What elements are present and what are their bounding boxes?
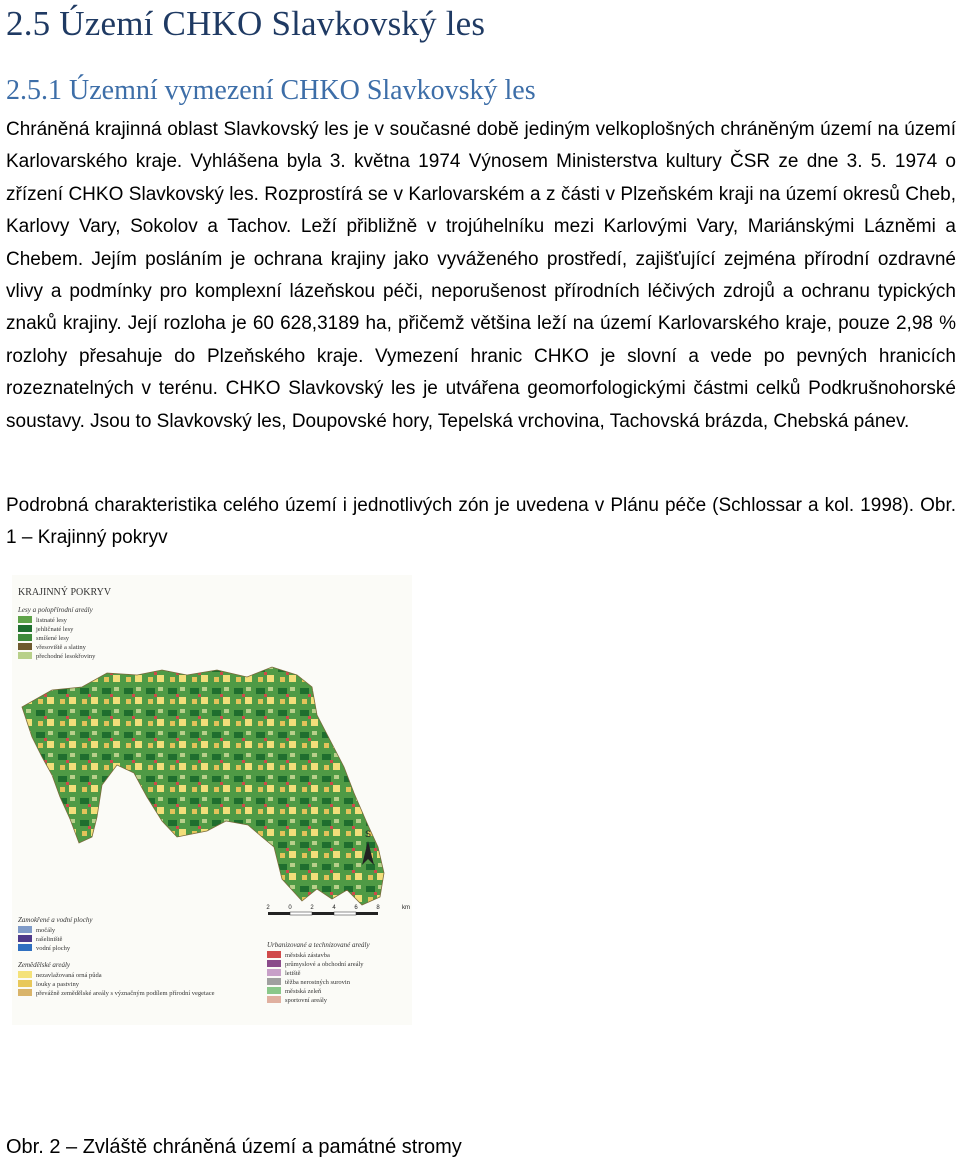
legend-label: průmyslové a obchodní areály xyxy=(285,961,364,968)
land-cover-map xyxy=(12,575,412,1025)
legend-label: těžba nerostných surovin xyxy=(285,979,350,986)
scale-tick-label: 2 xyxy=(266,905,270,911)
north-label: S xyxy=(364,829,372,839)
legend-swatch xyxy=(18,643,32,650)
legend-label: vřesoviště a slatiny xyxy=(36,644,86,651)
legend-swatch xyxy=(18,616,32,623)
protected-area-shape xyxy=(22,667,384,905)
legend-label: smíšené lesy xyxy=(36,635,70,642)
scale-tick-label: 2 xyxy=(310,905,314,911)
legend-swatch xyxy=(267,951,281,958)
scale-tick-label: 0 xyxy=(288,905,292,911)
legend-label: rašeliniště xyxy=(36,936,63,943)
figure-caption: Obr. 2 – Zvláště chráněná území a památné stromy xyxy=(6,1136,462,1158)
legend-swatch xyxy=(18,989,32,996)
legend-swatch xyxy=(267,978,281,985)
legend-wetland-heading: Zamokřené a vodní plochy xyxy=(18,916,93,924)
legend-swatch xyxy=(18,625,32,632)
legend-swatch xyxy=(267,960,281,967)
scale-unit: km xyxy=(402,905,410,911)
legend-label: listnaté lesy xyxy=(36,617,67,624)
land-cover-map-figure xyxy=(12,575,412,1025)
legend-swatch xyxy=(267,987,281,994)
scale-bar xyxy=(268,912,378,915)
legend-swatch xyxy=(267,996,281,1003)
legend-label: městská zeleň xyxy=(285,988,322,995)
legend-label: převážně zemědělské areály s význačným podílem přírodní vegetace xyxy=(36,990,215,997)
legend-label: vodní plochy xyxy=(36,945,71,952)
legend-swatch xyxy=(18,652,32,659)
legend-swatch xyxy=(18,926,32,933)
legend-urban-heading: Urbanizované a technizované areály xyxy=(267,941,370,949)
legend-swatch xyxy=(18,971,32,978)
scale-tick-label: 6 xyxy=(354,905,358,911)
legend-swatch xyxy=(18,980,32,987)
legend-label: močály xyxy=(36,927,56,934)
legend-swatch xyxy=(267,969,281,976)
map-title: KRAJINNÝ POKRYV xyxy=(18,587,112,598)
legend-swatch xyxy=(18,935,32,942)
legend-label: letiště xyxy=(285,970,301,977)
legend-agri-heading: Zemědělské areály xyxy=(18,961,71,969)
legend-forest-heading: Lesy a polopřírodní areály xyxy=(18,606,93,614)
section-heading: 2.5 Území CHKO Slavkovský les xyxy=(6,4,486,43)
scale-tick-label: 4 xyxy=(332,905,336,911)
legend-label: městská zástavba xyxy=(285,952,330,959)
legend-label: nezavlažovaná orná půda xyxy=(36,972,102,979)
paragraph-care-plan: Podrobná charakteristika celého území i jednotlivých zón je uvedena v Plánu péče (Schlossar a kol. 1998). Obr. 1 – Krajinný pokryv xyxy=(6,495,956,549)
legend-swatch xyxy=(18,634,32,641)
scale-tick-label: 8 xyxy=(376,905,380,911)
legend-label: přechodné lesokřoviny xyxy=(36,653,96,660)
legend-label: louky a pastviny xyxy=(36,981,79,988)
subsection-heading: 2.5.1 Územní vymezení CHKO Slavkovský les xyxy=(6,75,536,106)
paragraph-description: Chráněná krajinná oblast Slavkovský les je v současné době jediným velkoplošných chráněným území na území Karlovarského kraje. Vyhlášena byla 3. května 1974 Výnosem Ministerstva kultury ČSR ze dne 3. 5. 1974 o zřízení CHKO Slavkovský les. Rozprostírá se v Karlovarském a z části v Plzeňském kraji na území okresů Cheb, Karlovy Vary, Sokolov a Tachov. Leží přibližně v trojúhelníku mezi Karlovými Vary, Mariánskými Lázněmi a Chebem. Jejím posláním je ochrana krajiny jako vyváženého prostředí, zajišťující zejména přírodní ozdravné vlivy a podmínky pro komplexní lázeňskou péči, neporušenost přírodních léčivých zdrojů a ochranu typických znaků krajiny. Její rozloha je 60 628,3189 ha, přičemž většina leží na území Karlovarského kraje, pouze 2,98 % rozlohy přesahuje do Plzeňského kraje. Vymezení hranic CHKO je slovní a vede po pevných hranicích rozeznatelných v terénu. CHKO Slavkovský les je utvářena geomorfologickými částmi celků Podkrušnohorské soustavy. Jsou to Slavkovský les, Doupovské hory, Tepelská vrchovina, Tachovská brázda, Chebská pánev. xyxy=(6,119,956,432)
legend-label: jehličnaté lesy xyxy=(36,626,74,633)
legend-swatch xyxy=(18,944,32,951)
legend-label: sportovní areály xyxy=(285,997,328,1004)
